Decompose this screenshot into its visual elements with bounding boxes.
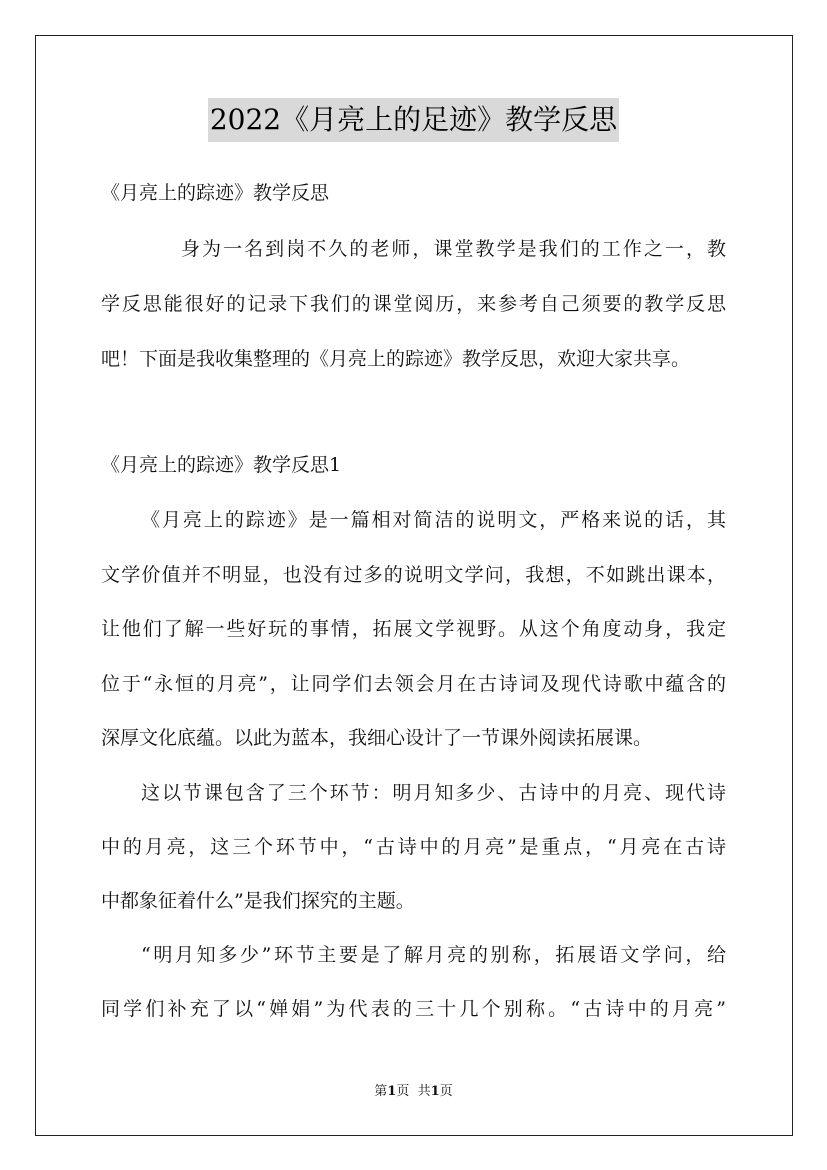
total-prefix: 共: [417, 1084, 431, 1099]
paragraph-line: 这以节课包含了三个环节：明月知多少、古诗中的月亮、现代诗: [141, 782, 726, 804]
paragraph-line: “明月知多少”环节主要是了解月亮的别称，拓展语文学问，给: [141, 944, 726, 966]
total-suffix: 页: [439, 1084, 453, 1099]
paragraph-line: 同学们补充了以“婵娟”为代表的三十几个别称。“古诗中的月亮”: [101, 998, 726, 1020]
paragraph-line: 中的月亮，这三个环节中，“古诗中的月亮”是重点，“月亮在古诗: [101, 836, 726, 858]
section-heading: 《月亮上的踪迹》教学反思: [101, 182, 330, 204]
paragraph-line: 《月亮上的踪迹》是一篇相对简洁的说明文，严格来说的话，其: [141, 509, 726, 531]
page-suffix: 页: [396, 1084, 410, 1099]
page-footer: [0, 1084, 827, 1100]
document-title: 2022《月亮上的足迹》教学反思: [208, 98, 619, 142]
title-container: [0, 98, 827, 142]
paragraph-line: 深厚文化底蕴。以此为蓝本，我细心设计了一节课外阅读拓展课。: [101, 727, 653, 749]
page-number: 1: [387, 1084, 397, 1099]
paragraph-line: 文学价值并不明显，也没有过多的说明文学问，我想，不如跳出课本，: [101, 564, 726, 586]
paragraph-line: 身为一名到岗不久的老师，课堂教学是我们的工作之一，教: [181, 238, 726, 260]
paragraph-line: 学反思能很好的记录下我们的课堂阅历，来参考自己须要的教学反思: [101, 293, 726, 315]
paragraph-line: 吧！下面是我收集整理的《月亮上的踪迹》教学反思，欢迎大家共享。: [101, 348, 691, 370]
paragraph-line: 让他们了解一些好玩的事情，拓展文学视野。从这个角度动身，我定: [101, 618, 726, 640]
paragraph-line: 位于“永恒的月亮”，让同学们去领会月在古诗词及现代诗歌中蕴含的: [101, 673, 726, 695]
section-heading: 《月亮上的踪迹》教学反思1: [101, 454, 342, 476]
total-pages: 1: [430, 1084, 440, 1099]
paragraph-line: 中都象征着什么”是我们探究的主题。: [101, 890, 415, 912]
page-prefix: 第: [374, 1084, 388, 1099]
